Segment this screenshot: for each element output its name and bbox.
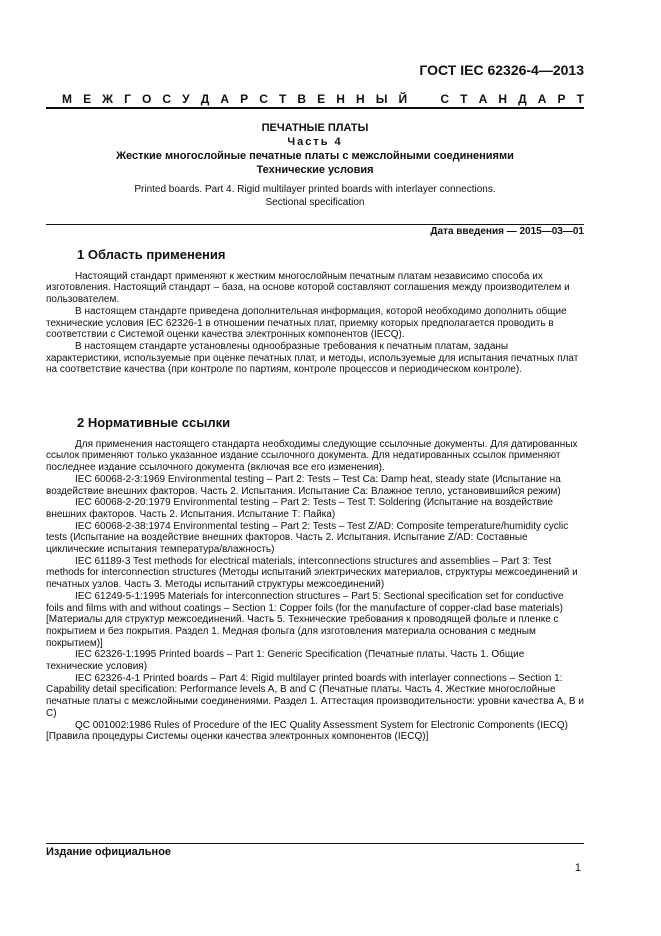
title-line-3: Жесткие многослойные печатные платы с межслойными соединениями [116, 150, 514, 162]
section-scope [46, 249, 584, 376]
spaced-letter: В [297, 92, 307, 106]
spaced-letter: О [142, 92, 152, 106]
reference-item: IEC 60068-2-20:1979 Environmental testing – Part 2: Tests – Test T: Soldering (Испытание на воздействие внешних факторов. Часть 2. Испытания. Испытание Т: Пайка) [46, 497, 554, 520]
section-heading: 2 Нормативные ссылки [77, 415, 231, 430]
spaced-letter: Н [355, 92, 365, 106]
spaced-letter: А [220, 92, 230, 106]
paragraph: Настоящий стандарт применяют к жестким многослойным печатным платам независимо способа их изготовления. Настоящий стандарт – база, на основе которой составляют соглашения между производителем и пользователем. [46, 270, 570, 306]
spaced-letter: Р [557, 92, 566, 106]
title-part: Часть 4 [287, 136, 343, 148]
spaced-letter: Т [576, 92, 584, 106]
spaced-letter: М [62, 92, 72, 106]
header-divider [46, 107, 584, 109]
title-line-1: ПЕЧАТНЫЕ ПЛАТЫ [261, 122, 369, 134]
reference-item: IEC 60068-2-3:1969 Environmental testing – Part 2: Tests – Test Ca: Damp heat, steady state (Испытание на воздействие внешних факторов. Часть 2. Испытания. Испытание Са: Влажное тепло, установившийся режим) [46, 473, 561, 497]
spaced-letter: С [440, 92, 450, 106]
paragraph: В настоящем стандарте приведена дополнительная информация, которой необходимо дополнить общие технические условия IEC 62326-1 в отношении печатных плат, приемку которых предполагается проводить в соответствии с Системой оценки качества электронных компонентов (IECQ). [46, 305, 567, 341]
reference-item: IEC 61249-5-1:1995 Materials for interconnection structures – Part 5: Sectional specification set for conductive foils and films with and without coatings – Section 1: Copper foils (for the manufacture of copper-clad base materials) [Материалы для структур межсоединений. Часть 5. Технические требования к проводящей фольге и пленке с покрытием и без покрытия. Раздел 1. Медная фольга (для изготовления материала основания с медным покрытием)] [46, 590, 564, 649]
spaced-letter: Н [336, 92, 345, 106]
spaced-letter: Ы [375, 92, 388, 106]
spaced-letter: У [182, 92, 190, 106]
english-title [46, 183, 584, 209]
spaced-letter: Т [460, 92, 468, 106]
interstate-standard-label [62, 92, 584, 106]
spaced-letter: Е [83, 92, 92, 106]
title-line-4: Технические условия [256, 164, 374, 176]
footer-divider [46, 843, 584, 844]
english-title-line-1: Printed boards. Part 4. Rigid multilayer printed boards with interlayer connections. [134, 184, 496, 195]
introduction-date: Дата введения — 2015—03—01 [430, 226, 584, 237]
document-title [46, 121, 584, 177]
spaced-letter: Е [317, 92, 326, 106]
spaced-letter: Д [518, 92, 527, 106]
title-divider [46, 224, 584, 225]
spaced-letter: А [537, 92, 547, 106]
spaced-letter: Ж [102, 92, 114, 106]
spaced-letter: Й [398, 92, 408, 106]
spaced-letter: С [162, 92, 172, 106]
spaced-letter: С [259, 92, 268, 106]
spaced-letter: Г [124, 92, 131, 106]
spaced-letter: Р [240, 92, 249, 106]
spaced-letter: Д [200, 92, 210, 106]
reference-item: IEC 62326-1:1995 Printed boards – Part 1: Generic Specification (Печатные платы. Часть 1. Общие технические условия) [46, 649, 525, 673]
reference-item: IEC 61189-3 Test methods for electrical materials, interconnections structures and assemblies – Part 3: Test methods for interconnection structures (Методы испытаний электрических материалов, структуры межсоединений и печатных узлов. Часть 3. Методы испытаний структуры межсоединений) [46, 555, 578, 591]
reference-item: IEC 62326-4-1 Printed boards – Part 4: Rigid multilayer printed boards with interlayer connections – Section 1: Capability detail specification: Performance levels A, B and C (Печатные платы. Часть 4. Жесткие многослойные печатные платы с межслойными соединениями. Раздел 1. Аттестация производительности: уровни качества А, В и С) [46, 672, 584, 719]
paragraph: Для применения настоящего стандарта необходимы следующие ссылочные документы. Для датированных ссылок применяют только указанное издание ссылочного документа. Для недатированных ссылок применяют последнее издание ссылочного документа (включая все его изменения). [46, 438, 578, 474]
spaced-letter: Т [278, 92, 287, 106]
section-heading: 1 Область применения [77, 247, 226, 262]
spaced-letter: А [478, 92, 488, 106]
reference-item: IEC 60068-2-38:1974 Environmental testing – Part 2: Tests – Test Z/AD: Composite temperature/humidity cyclic tests (Испытание на воздействие внешних факторов. Часть 2. Испытания. Испытание Z/AD: Составные циклические испытания температура/влажность) [46, 520, 569, 556]
spaced-letter: Н [498, 92, 507, 106]
page-number: 1 [574, 862, 581, 874]
standard-number: ГОСТ IEC 62326-4—2013 [419, 62, 584, 78]
reference-item: QC 001002:1986 Rules of Procedure of the IEC Quality Assessment System for Electronic Components (IECQ) [Правила процедуры Системы оценки качества электронных компонентов (IECQ)] [46, 719, 569, 743]
english-title-line-2: Sectional specification [265, 197, 365, 208]
section-normative-references [46, 417, 584, 743]
paragraph: В настоящем стандарте установлены однообразные требования к печатным платам, заданы характеристики, используемые при оценке печатных плат, и методы, используемые для испытания печатных плат на соответствие качества (при контроле по партиям, контроле процессов и периодическом контроле). [46, 340, 579, 376]
official-edition-label: Издание официальное [46, 846, 172, 858]
